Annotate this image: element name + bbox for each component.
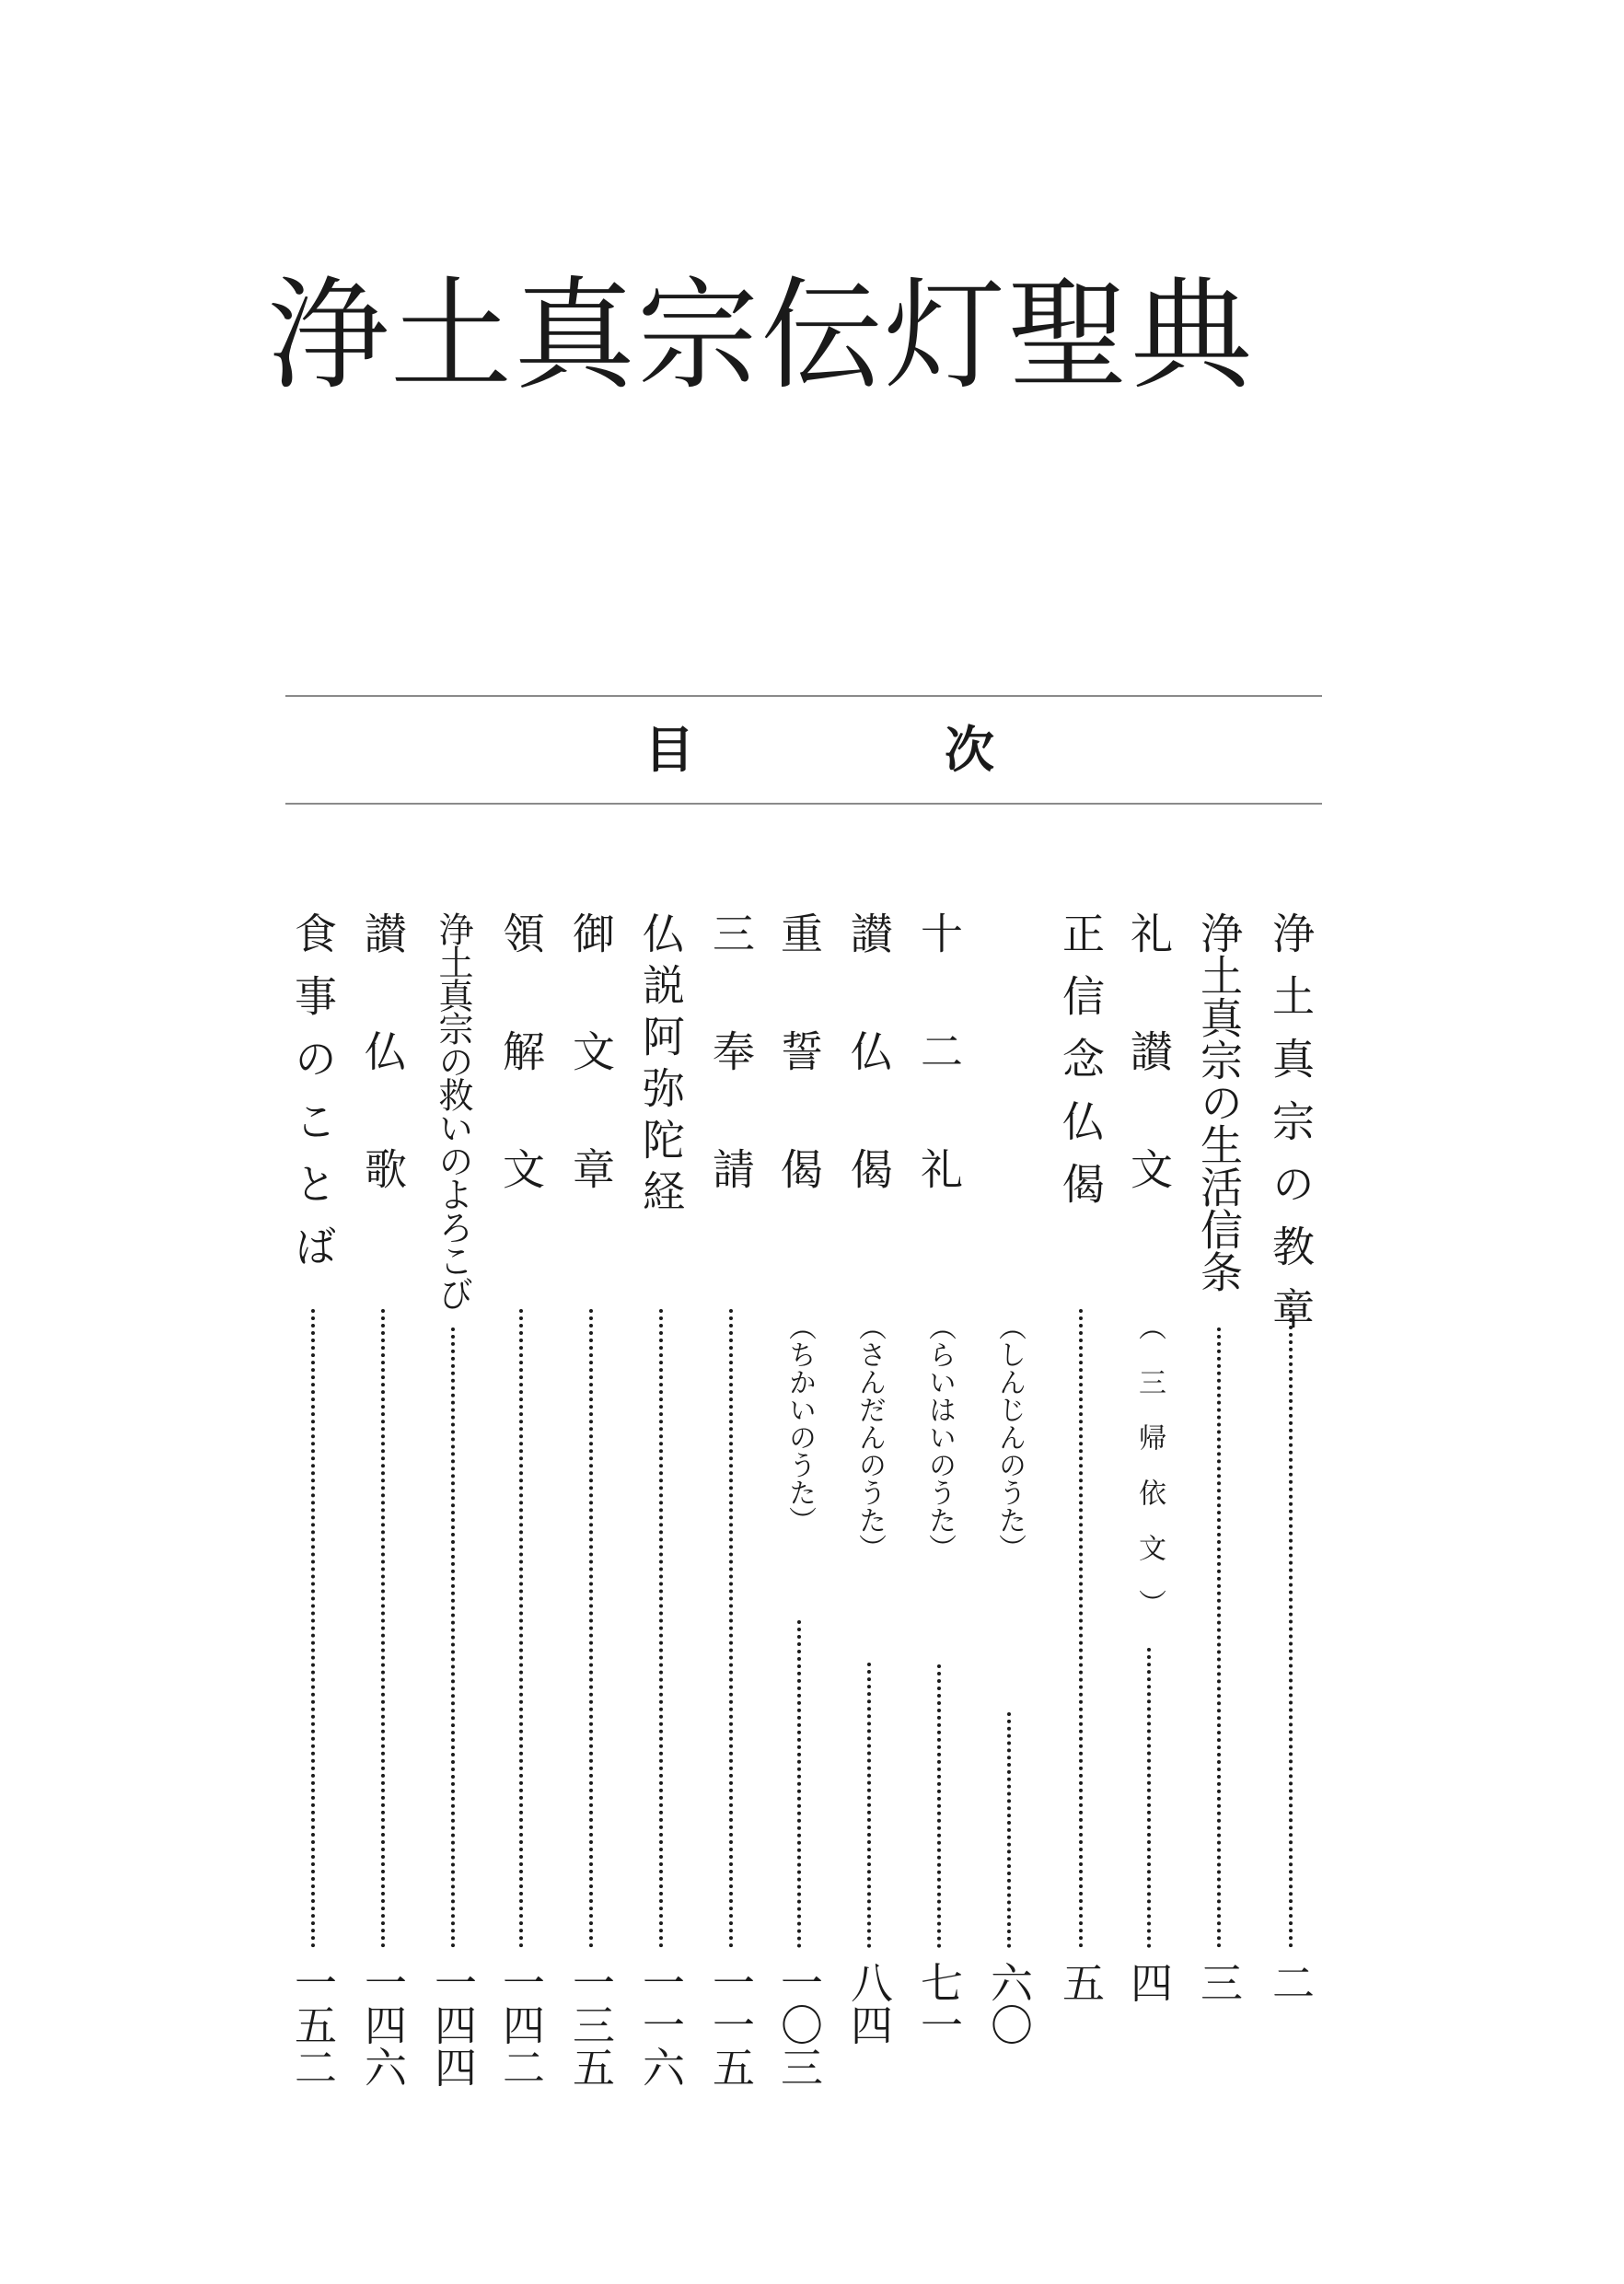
toc-entry-note: （さんだんのうた） <box>853 1313 886 1561</box>
toc-entry-title: 礼讃文 <box>1124 911 1174 1265</box>
toc-entry-title: 浄土真宗の生活信条 <box>1194 911 1244 1293</box>
toc-entry-page: 一四二 <box>496 1961 546 2088</box>
toc-entry-page: 六〇 <box>984 1961 1034 2046</box>
toc-entry-page: 四 <box>1124 1961 1174 2003</box>
toc-entry-seikatsu-shinjo[interactable] <box>1191 911 1247 2099</box>
toc-entry-note: （三帰依文） <box>1133 1313 1166 1644</box>
toc-entry-page: 五 <box>1056 1961 1106 2003</box>
toc-entry-title: 浄土真宗の救いのよろこび <box>433 911 473 1309</box>
toc-entry-dot-leader <box>1217 1328 1221 1948</box>
toc-entry-dot-leader <box>381 1309 385 1948</box>
toc-entry-page: 一一五 <box>706 1961 756 2088</box>
toc-entry-sanbutsuge[interactable] <box>841 911 897 2099</box>
toc-entry-dot-leader <box>1289 1296 1293 1948</box>
toc-entry-page: 一〇三 <box>774 1961 824 2088</box>
toc-entry-juseige[interactable] <box>771 911 827 2099</box>
toc-entry-kyosho[interactable] <box>1263 911 1318 2099</box>
toc-entry-title: 仏説阿弥陀経 <box>636 911 686 1221</box>
toc-entry-dot-leader <box>1147 1648 1151 1948</box>
toc-entry-page: 一一六 <box>636 1961 686 2088</box>
toc-entry-title: 御文章 <box>566 911 616 1265</box>
toc-entry-page: 一五二 <box>288 1961 338 2088</box>
toc-entry-page: 八四 <box>844 1961 894 2046</box>
toc-entry-dot-leader <box>729 1309 733 1948</box>
toc-entry-title: 食事のことば <box>288 911 338 1287</box>
toc-entry-dot-leader <box>451 1328 455 1948</box>
toc-entry-note: （しんじんのうた） <box>993 1313 1026 1561</box>
toc-entry-dot-leader <box>937 1664 941 1948</box>
toc-entry-page: 一四四 <box>428 1961 478 2088</box>
toc-entry-dot-leader <box>867 1663 871 1948</box>
toc-entry-page: 一三五 <box>566 1961 616 2088</box>
toc-entry-raisanmon[interactable] <box>1121 911 1177 2099</box>
toc-entry-page: 七一 <box>914 1961 964 2046</box>
toc-entry-gobunsho[interactable] <box>563 911 619 2099</box>
toc-entry-dot-leader <box>1007 1712 1011 1948</box>
toc-entry-title: 三奉請 <box>706 911 756 1265</box>
toc-heading-char-2: 次 <box>945 721 994 779</box>
toc-entry-shoshinge[interactable] <box>1053 911 1108 2099</box>
toc-entry-page: 二 <box>1266 1961 1316 2003</box>
toc-entry-title: 浄土真宗の教章 <box>1266 911 1316 1350</box>
toc-entry-ryogemon[interactable] <box>493 911 549 2099</box>
toc-entry-shokuji-no-kotoba[interactable] <box>285 911 341 2099</box>
toc-entry-note: （ちかいのうた） <box>783 1313 816 1534</box>
toc-entry-dot-leader <box>659 1309 663 1948</box>
toc-entry-page: 三 <box>1194 1961 1244 2003</box>
toc-entry-juniraI[interactable] <box>911 911 967 2099</box>
toc-entry-sanbutsuka[interactable] <box>355 911 411 2099</box>
toc-entry-title: 讃仏歌 <box>358 911 408 1265</box>
toc-entry-title: 正信念仏偈 <box>1056 911 1106 1224</box>
toc-entry-page: 一四六 <box>358 1961 408 2088</box>
toc-entry-title: 讃仏偈 <box>844 911 894 1265</box>
toc-entry-sanbujo[interactable] <box>703 911 759 2099</box>
toc-entry-title: 領解文 <box>496 911 546 1265</box>
toc-entry-shinjin-no-uta[interactable] <box>981 911 1037 2099</box>
toc-entry-note: （らいはいのうた） <box>923 1313 956 1561</box>
toc-entry-dot-leader <box>519 1309 523 1948</box>
toc-heading-char-1: 目 <box>644 721 694 779</box>
toc-entry-dot-leader <box>1079 1309 1083 1948</box>
toc-entry-amidakyo[interactable] <box>633 911 689 2099</box>
toc-entry-dot-leader <box>797 1620 801 1948</box>
book-title: 浄土真宗伝灯聖典 <box>267 265 1254 407</box>
toc-entry-dot-leader <box>589 1309 593 1948</box>
toc-entry-title: 重誓偈 <box>774 911 824 1265</box>
toc-entry-title: 十二礼 <box>914 911 964 1265</box>
toc-entry-sukui-no-yorokobi[interactable] <box>425 911 481 2099</box>
toc-entry-dot-leader <box>311 1309 315 1948</box>
